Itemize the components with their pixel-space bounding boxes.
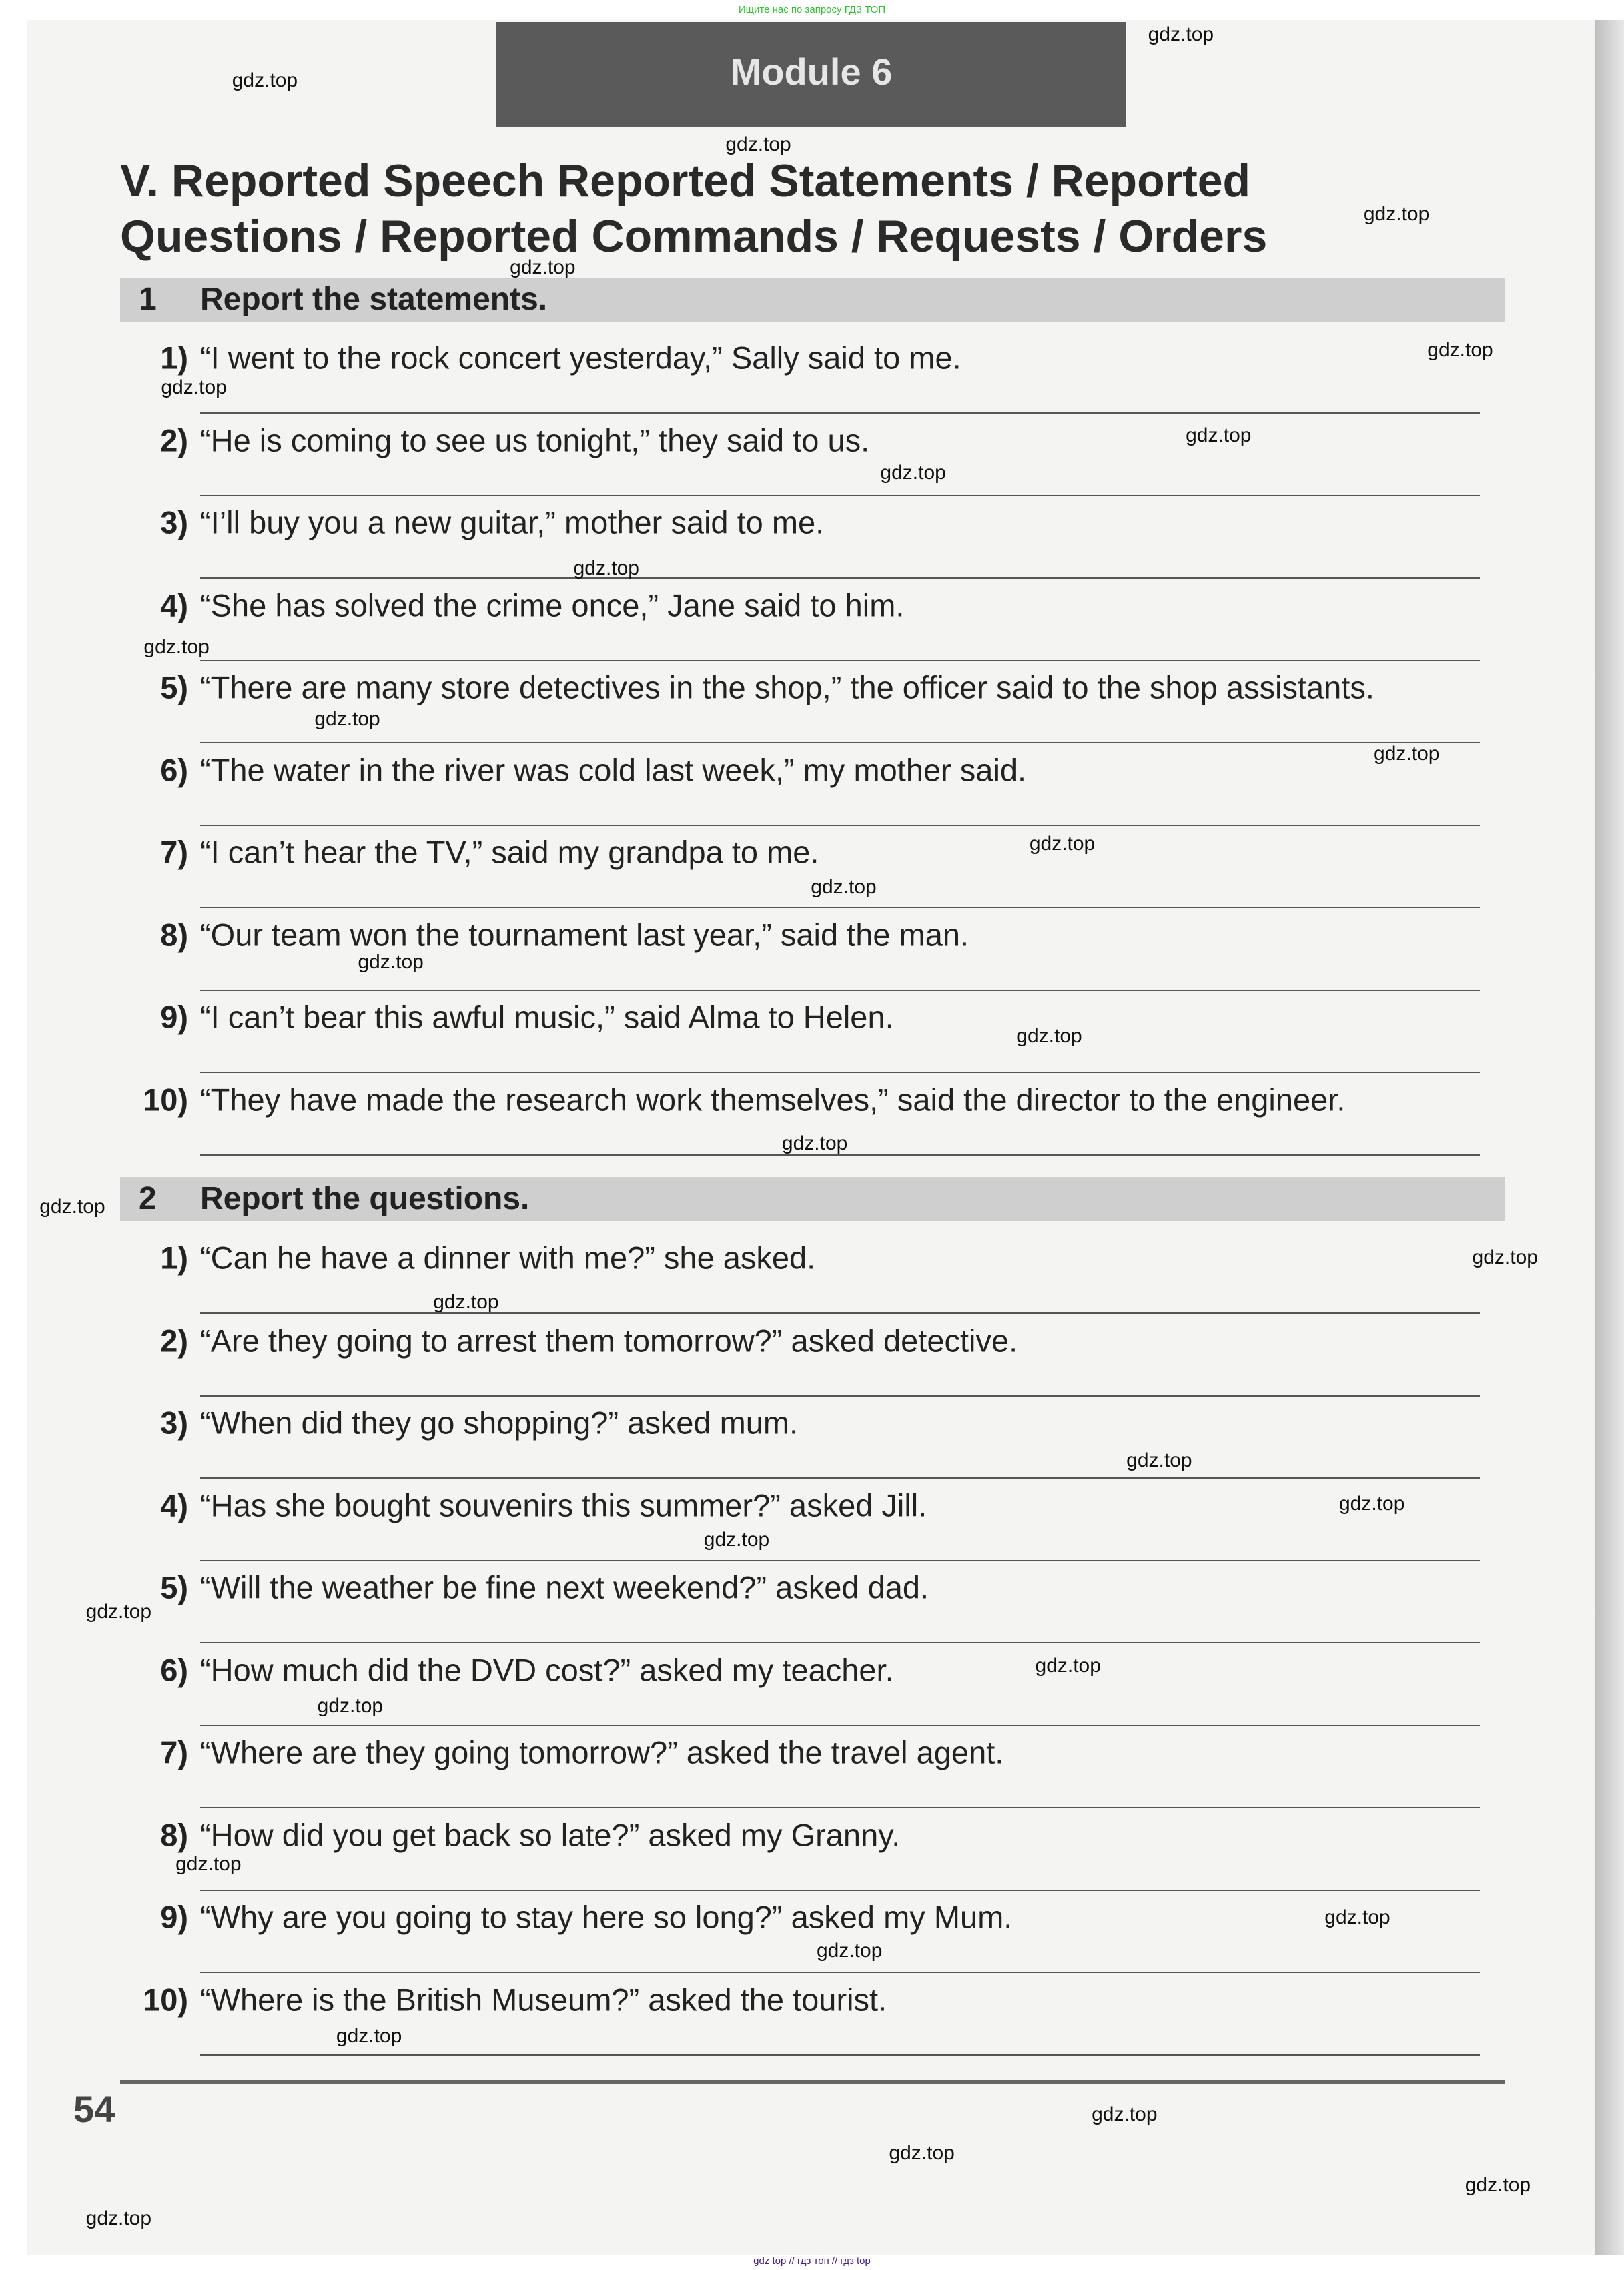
- answer-line[interactable]: [200, 990, 1480, 991]
- answer-line[interactable]: [200, 825, 1480, 826]
- watermark: gdz.top: [1472, 1246, 1538, 1268]
- item-text: “How did you get back so late?” asked my Granny.: [200, 1817, 901, 1852]
- page-edge-shadow: [1595, 20, 1624, 2255]
- watermark: gdz.top: [816, 1939, 883, 1962]
- item-text: “There are many store detectives in the shop,” the officer said to the shop assistants.: [200, 669, 1374, 705]
- exercise-item: [120, 1487, 927, 1523]
- exercise-item: [120, 587, 904, 623]
- answer-line[interactable]: [200, 1560, 1480, 1561]
- item-number: 4): [160, 587, 188, 623]
- exercise-item: [120, 916, 969, 953]
- item-number: 8): [160, 1817, 188, 1852]
- answer-line[interactable]: [200, 907, 1480, 908]
- item-number: 2): [160, 1322, 188, 1358]
- item-text: “I can’t hear the TV,” said my grandpa to me.: [200, 834, 819, 870]
- watermark: gdz.top: [314, 707, 380, 730]
- item-number: 8): [160, 917, 188, 952]
- item-text: “Where are they going tomorrow?” asked the travel agent.: [200, 1734, 1004, 1770]
- answer-line[interactable]: [200, 495, 1480, 496]
- exercise-item: [120, 1734, 1003, 1771]
- item-text: “I can’t bear this awful music,” said Alma to Helen.: [200, 999, 894, 1035]
- section-heading: Report the statements.: [200, 282, 548, 317]
- item-text: “Has she bought souvenirs this summer?” asked Jill.: [200, 1487, 927, 1523]
- answer-line[interactable]: [200, 1890, 1480, 1891]
- item-number: 5): [160, 669, 188, 705]
- watermark: gdz.top: [1148, 23, 1214, 46]
- page-title-line-1: V. Reported Speech Reported Statements / Reported: [120, 155, 1251, 206]
- answer-line[interactable]: [200, 1642, 1480, 1643]
- exercise-item: [120, 1322, 1018, 1359]
- exercise-item: [120, 1651, 894, 1688]
- exercise-item: [120, 504, 824, 541]
- exercise-item: [120, 999, 894, 1036]
- watermark: gdz.top: [1324, 1906, 1390, 1928]
- item-number: 3): [160, 1405, 188, 1441]
- watermark: gdz.top: [161, 376, 227, 399]
- watermark: gdz.top: [889, 2142, 955, 2165]
- exercise-item: [120, 422, 869, 458]
- watermark: gdz.top: [1363, 203, 1430, 225]
- page-title-line-2: Questions / Reported Commands / Requests / Orders: [120, 211, 1268, 262]
- watermark: gdz.top: [1126, 1449, 1192, 1471]
- watermark: gdz.top: [1016, 1025, 1082, 1047]
- watermark: gdz.top: [85, 2207, 152, 2230]
- item-number: 9): [160, 1899, 188, 1935]
- item-text: “Where is the British Museum?” asked the tourist.: [200, 1982, 887, 2017]
- watermark: gdz.top: [781, 1132, 848, 1154]
- watermark: gdz.top: [39, 1195, 105, 1218]
- watermark: gdz.top: [703, 1528, 770, 1551]
- answer-line[interactable]: [200, 1807, 1480, 1808]
- item-number: 5): [160, 1569, 188, 1605]
- section-number: 2: [139, 1181, 157, 1216]
- section-2-header: [120, 1177, 1505, 1221]
- watermark: gdz.top: [358, 951, 424, 974]
- item-number: 4): [160, 1487, 188, 1523]
- exercise-item: [120, 1081, 1345, 1118]
- page-number: 54: [73, 2088, 115, 2130]
- watermark: gdz.top: [1186, 424, 1252, 446]
- watermark: gdz.top: [1427, 338, 1493, 361]
- answer-line[interactable]: [200, 1972, 1480, 1973]
- item-text: “Why are you going to stay here so long?” asked my Mum.: [200, 1899, 1013, 1935]
- answer-line[interactable]: [200, 2054, 1480, 2056]
- top-notice: Ищите нас по запросу ГДЗ ТОП: [738, 4, 886, 15]
- item-text: “How much did the DVD cost?” asked my teacher.: [200, 1652, 894, 1687]
- item-text: “I’ll buy you a new guitar,” mother said to me.: [200, 504, 825, 540]
- answer-line[interactable]: [200, 1725, 1480, 1726]
- answer-line[interactable]: [200, 577, 1480, 579]
- answer-line[interactable]: [200, 412, 1480, 414]
- watermark: gdz.top: [85, 1601, 152, 1623]
- section-number: 1: [139, 282, 157, 317]
- exercise-item: [120, 1240, 815, 1276]
- item-number: 1): [160, 1240, 188, 1276]
- bottom-rule: [120, 2080, 1505, 2084]
- exercise-item: [120, 834, 819, 871]
- item-text: “Can he have a dinner with me?” she asked.: [200, 1240, 816, 1276]
- answer-line[interactable]: [200, 742, 1480, 743]
- section-heading: Report the questions.: [200, 1181, 530, 1216]
- watermark: gdz.top: [336, 2024, 402, 2047]
- answer-line[interactable]: [200, 660, 1480, 661]
- exercise-item: [120, 340, 961, 376]
- exercise-item: [120, 669, 1374, 706]
- watermark: gdz.top: [175, 1852, 242, 1875]
- item-text: “Will the weather be fine next weekend?” asked dad.: [200, 1569, 929, 1605]
- item-number: 6): [160, 752, 188, 787]
- item-number: 7): [160, 1734, 188, 1770]
- answer-line[interactable]: [200, 1477, 1480, 1479]
- item-text: “He is coming to see us tonight,” they said to us.: [200, 422, 870, 458]
- item-number: 3): [160, 504, 188, 540]
- exercise-item: [120, 1405, 798, 1441]
- section-1-header: [120, 278, 1505, 322]
- item-number: 9): [160, 999, 188, 1035]
- exercise-item: [120, 1816, 900, 1853]
- item-text: “They have made the research work themselves,” said the director to the engineer.: [200, 1082, 1346, 1117]
- answer-line[interactable]: [200, 1312, 1480, 1314]
- watermark: gdz.top: [573, 557, 640, 580]
- item-text: “Are they going to arrest them tomorrow?” asked detective.: [200, 1322, 1018, 1358]
- watermark: gdz.top: [1374, 743, 1440, 765]
- watermark: gdz.top: [1029, 832, 1096, 855]
- exercise-item: [120, 751, 1026, 788]
- item-text: “She has solved the crime once,” Jane said to him.: [200, 587, 905, 623]
- item-number: 7): [160, 834, 188, 870]
- item-text: “I went to the rock concert yesterday,” Sally said to me.: [200, 340, 961, 376]
- item-text: “The water in the river was cold last week,” my mother said.: [200, 752, 1027, 787]
- item-number: 2): [160, 422, 188, 458]
- watermark: gdz.top: [1035, 1654, 1101, 1677]
- module-header: Module 6: [496, 22, 1126, 127]
- item-text: “When did they go shopping?” asked mum.: [200, 1405, 799, 1441]
- watermark: gdz.top: [232, 69, 298, 92]
- watermark: gdz.top: [725, 133, 791, 155]
- answer-line[interactable]: [200, 1395, 1480, 1397]
- item-number: 10): [143, 1082, 188, 1117]
- item-number: 1): [160, 340, 188, 376]
- watermark: gdz.top: [1338, 1492, 1405, 1515]
- watermark: gdz.top: [433, 1291, 499, 1314]
- watermark: gdz.top: [143, 635, 210, 658]
- watermark: gdz.top: [880, 462, 946, 484]
- watermark: gdz.top: [510, 256, 576, 279]
- exercise-item: [120, 1899, 1012, 1936]
- bottom-notice: gdz top // гдз топ // гдз top: [753, 2255, 871, 2267]
- item-text: “Our team won the tournament last year,” said the man.: [200, 917, 969, 952]
- watermark: gdz.top: [317, 1695, 384, 1718]
- answer-line[interactable]: [200, 1072, 1480, 1073]
- item-number: 10): [143, 1982, 188, 2017]
- item-number: 6): [160, 1652, 188, 1687]
- exercise-item: [120, 1981, 887, 2018]
- watermark: gdz.top: [811, 875, 877, 898]
- watermark: gdz.top: [1465, 2174, 1531, 2197]
- watermark: gdz.top: [1092, 2103, 1158, 2125]
- exercise-item: [120, 1569, 929, 1606]
